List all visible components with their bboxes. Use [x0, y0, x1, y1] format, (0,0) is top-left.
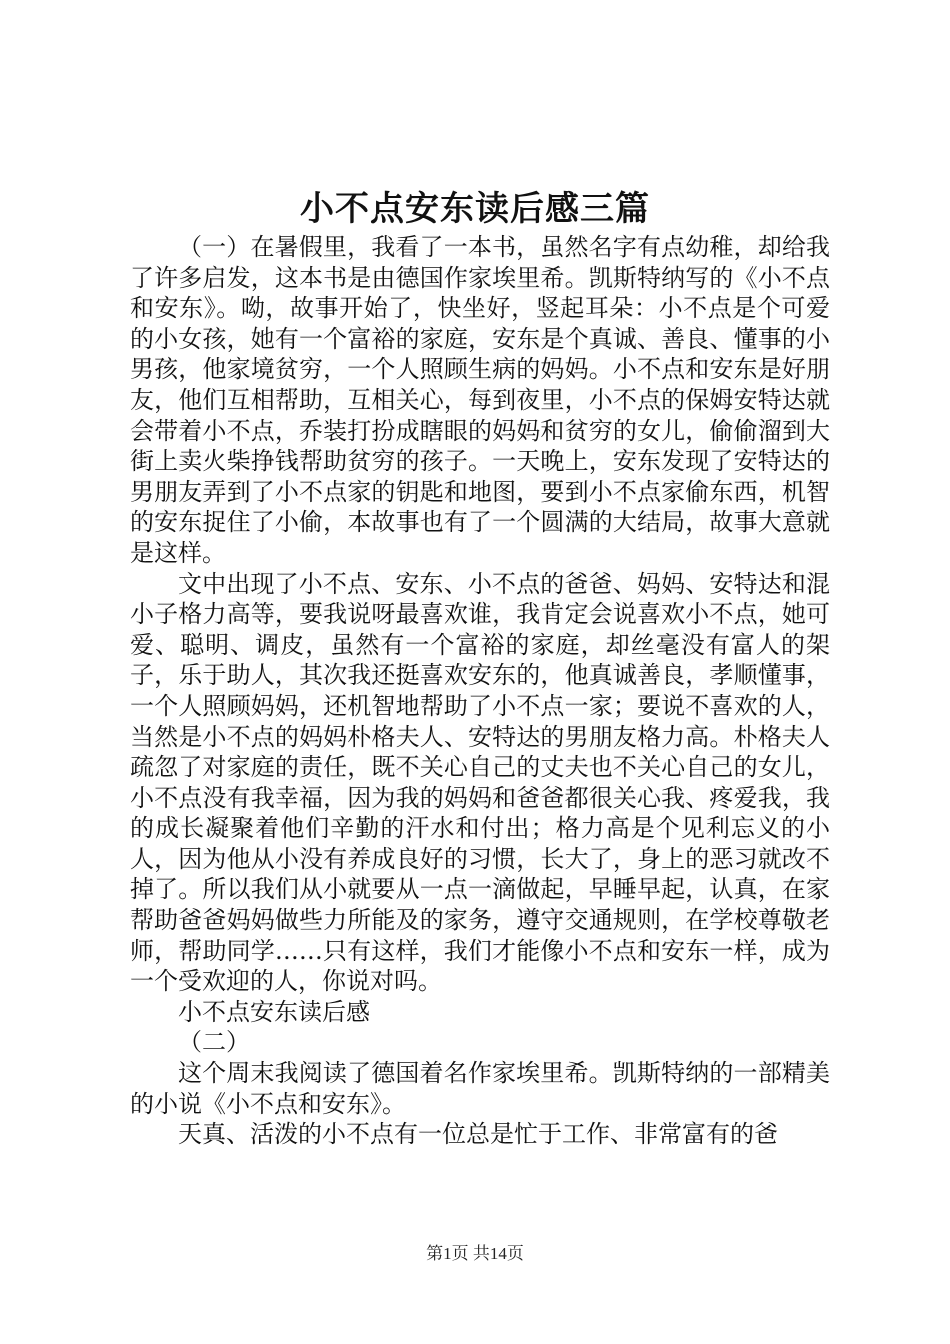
paragraph-4: 天真、活泼的小不点有一位总是忙于工作、非常富有的爸 [178, 1120, 778, 1149]
document-title: 小不点安东读后感三篇 [300, 189, 650, 229]
section-heading: 小不点安东读后感 [178, 997, 370, 1026]
paragraph-2: 文中出现了小不点、安东、小不点的爸爸、妈妈、安特达和混小子格力高等，要我说呀最喜欢谁，我肯定会说喜欢小不点，她可爱、聪明、调皮，虽然有一个富裕的家庭，却丝毫没有富人的架子，乐于助人，其次我还挺喜欢安东的，他真诚善良，孝顺懂事，一个人照顾妈妈，还机智地帮助了小不点一家；要说不喜欢的人，当然是小不点的妈妈朴格夫人、安特达的男朋友格力高。朴格夫人疏忽了对家庭的责任，既不关心自己的丈夫也不关心自己的女儿，小不点没有我幸福，因为我的妈妈和爸爸都很关心我、疼爱我，我的成长凝聚着他们辛勤的汗水和付出；格力高是个见利忘义的小人，因为他从小没有养成良好的习惯，长大了，身上的恶习就改不掉了。所以我们从小就要从一点一滴做起，早睡早起，认真，在家帮助爸爸妈妈做些力所能及的家务，遵守交通规则，在学校尊敬老师，帮助同学……只有这样，我们才能像小不点和安东一样，成为一个受欢迎的人，你说对吗。 [130, 569, 830, 996]
section-number: （二） [178, 1028, 250, 1057]
page-footer: 第1页 共14页 [426, 1244, 524, 1263]
paragraph-3: 这个周末我阅读了德国着名作家埃里希。凯斯特纳的一部精美的小说《小不点和安东》。 [130, 1059, 830, 1118]
paragraph-1: （一）在暑假里，我看了一本书，虽然名字有点幼稚，却给我了许多启发，这本书是由德国作家埃里希。凯斯特纳写的《小不点和安东》。呦，故事开始了，快坐好，竖起耳朵：小不点是个可爱的小女孩，她有一个富裕的家庭，安东是个真诚、善良、懂事的小男孩，他家境贫穷，一个人照顾生病的妈妈。小不点和安东是好朋友，他们互相帮助，互相关心，每到夜里，小不点的保姆安特达就会带着小不点，乔装打扮成瞎眼的妈妈和贫穷的女儿，偷偷溜到大街上卖火柴挣钱帮助贫穷的孩子。一天晚上，安东发现了安特达的男朋友弄到了小不点家的钥匙和地图，要到小不点家偷东西，机智的安东捉住了小偷，本故事也有了一个圆满的大结局，故事大意就是这样。 [130, 233, 830, 567]
document-body [130, 232, 830, 1150]
